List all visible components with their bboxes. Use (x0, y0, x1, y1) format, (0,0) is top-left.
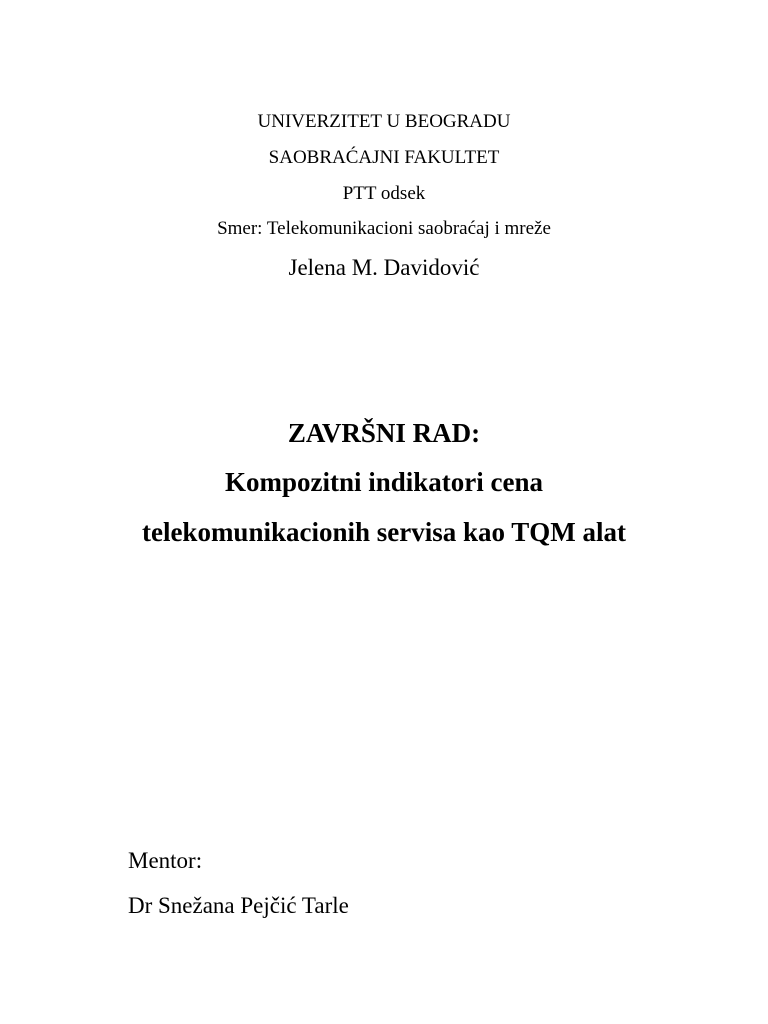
course-name: Smer: Telekomunikacioni saobraćaj i mreže (217, 218, 551, 239)
thesis-title-line-1: Kompozitni indikatori cena (224, 467, 543, 497)
thesis-type: ZAVRŠNI RAD: (287, 418, 481, 448)
thesis-title-line-2: telekomunikacionih servisa kao TQM alat (141, 517, 627, 547)
mentor-label: Mentor: (128, 848, 203, 873)
author-name: Jelena M. Davidović (288, 255, 480, 280)
department-name: PTT odsek (342, 183, 426, 204)
university-name: UNIVERZITET U BEOGRADU (257, 111, 511, 132)
faculty-name: SAOBRAĆAJNI FAKULTET (268, 147, 500, 168)
mentor-name: Dr Snežana Pejčić Tarle (128, 893, 349, 918)
